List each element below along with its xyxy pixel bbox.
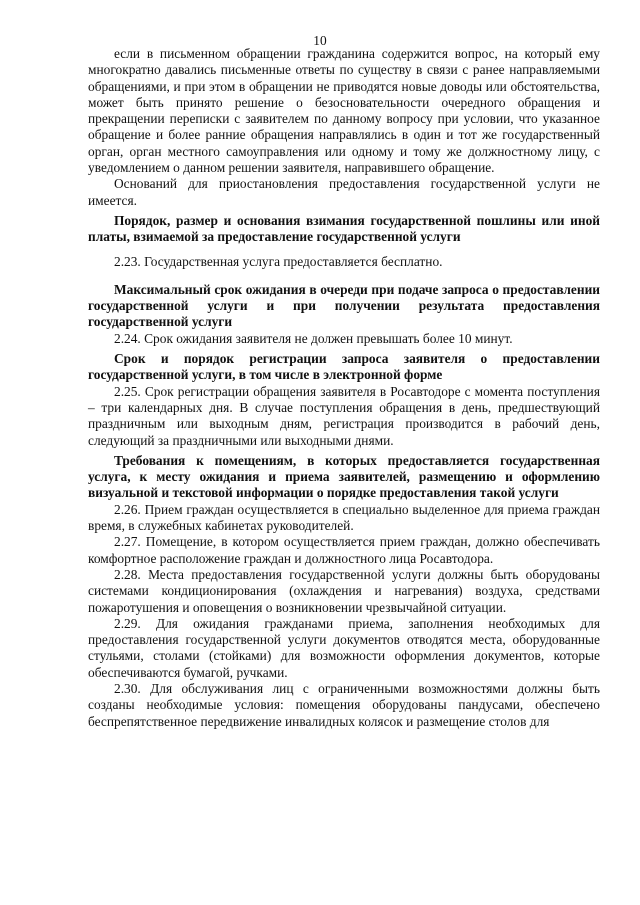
paragraph-2-25: 2.25. Срок регистрации обращения заявителя в Росавтодоре с момента поступления – три календарных дня. В случае поступления обращения в день, предшествующий праздничным или выходным дням, регистрация производится в рабочий день, следующий за праздничными или выходными днями. bbox=[88, 383, 600, 448]
paragraph-2-29: 2.29. Для ожидания гражданами приема, заполнения необходимых для предоставления государственной услуги документов отводятся места, оборудованные стульями, столами (стойками) для возможности оформления документов, которые обеспечиваются бумагой, ручками. bbox=[88, 615, 600, 680]
heading-fee: Порядок, размер и основания взимания государственной пошлины или иной платы, взимаемой за предоставление государственной услуги bbox=[88, 212, 600, 245]
paragraph-repeated-appeal: если в письменном обращении гражданина содержится вопрос, на который ему многократно давались письменные ответы по существу в связи с ранее направляемыми обращениями, и при этом в обращении не приводятся новые доводы или обстоятельства, может быть принято решение о безосновательности очередного обращения и прекращении переписки с заявителем по данному вопросу при условии, что указанное обращение и более ранние обращения направлялись в один и тот же государственный орган, орган местного самоуправления или одному и тому же должностному лицу, с уведомлением о данном решении заявителя, направившего обращение. bbox=[88, 46, 600, 176]
paragraph-2-24: 2.24. Срок ожидания заявителя не должен превышать более 10 минут. bbox=[114, 330, 513, 346]
page-content bbox=[88, 46, 600, 730]
paragraph-2-30: 2.30. Для обслуживания лиц с ограниченными возможностями должны быть созданы необходимые условия: помещения оборудованы пандусами, обеспечено беспрепятственное передвижение инвалидных колясок и размещение столов для bbox=[88, 680, 600, 729]
heading-queue-time: Максимальный срок ожидания в очереди при подаче запроса о предоставлении государственной услуги и при получении результата предоставления государственной услуги bbox=[88, 281, 600, 330]
paragraph-2-23: 2.23. Государственная услуга предоставляется бесплатно. bbox=[114, 253, 443, 269]
paragraph-no-suspension: Оснований для приостановления предоставления государственной услуги не имеется. bbox=[88, 176, 600, 208]
heading-registration: Срок и порядок регистрации запроса заявителя о предоставлении государственной услуги, в том числе в электронной форме bbox=[88, 351, 600, 383]
paragraph-2-26: 2.26. Прием граждан осуществляется в специально выделенное для приема граждан время, в служебных кабинетах руководителей. bbox=[88, 501, 600, 534]
paragraph-2-27: 2.27. Помещение, в котором осуществляется прием граждан, должно обеспечивать комфортное расположение граждан и должностного лица Росавтодора. bbox=[88, 534, 600, 566]
page-number: 10 bbox=[313, 33, 327, 48]
heading-premises: Требования к помещениям, в которых предоставляется государственная услуга, к месту ожидания и приема заявителей, размещению и оформлению визуальной и текстовой информации о порядке предоставления такой услуги bbox=[88, 452, 600, 501]
paragraph-2-28: 2.28. Места предоставления государственной услуги должны быть оборудованы системами кондиционирования (охлаждения и нагревания) воздуха, средствами пожаротушения и оповещения о возникновении чрезвычайной ситуации. bbox=[88, 566, 600, 615]
